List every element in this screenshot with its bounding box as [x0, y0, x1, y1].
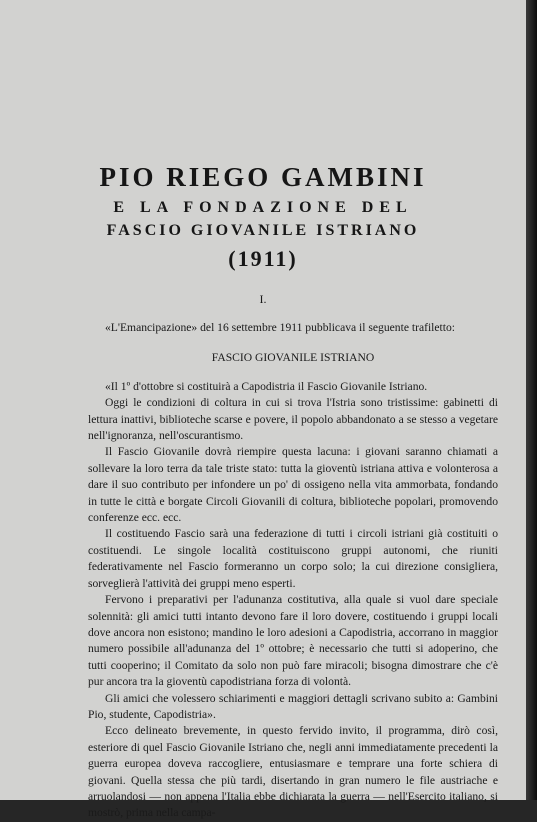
- title-line-1: PIO RIEGO GAMBINI: [99, 162, 427, 192]
- body-text: [88, 320, 498, 822]
- paragraph: Il Fascio Giovanile dovrà riempire questa lacuna: i giovani saranno chiamati a sollevare la loro terra da tale triste stato: tutta la gioventù istriana attiva e volonterosa a dare il suo contributo per infondere un po' di ossigeno nella vita ammorbata, fondando in tutte le città e borgate Circoli Giovanili di coltura, biblioteche popolari, promovendo conferenze ecc. ecc.: [88, 445, 498, 525]
- title-line-3: FASCIO GIOVANILE ISTRIANO: [106, 222, 420, 239]
- title-line-2: E LA FONDAZIONE DEL: [113, 199, 413, 216]
- paragraph: Ecco delineato brevemente, in questo fervido invito, il programma, dirò così, esteriore di quel Fascio Giovanile Istriano che, negli anni immediatamente precedenti la guerra europea doveva raccogliere, entusiasmare e temprare una forte schiera di giovani. Quella stessa che più tardi, disertando in gran numero le file austriache e arruolandosi — non appena l'Italia ebbe dichiarata la guerra — nell'Esercito italiano, si mostrò, prima nella campa-: [88, 724, 498, 820]
- paragraph: «L'Emancipazione» del 16 settembre 1911 pubblicava il seguente trafiletto:: [105, 321, 455, 334]
- paragraph: «Il 1º d'ottobre si costituirà a Capodistria il Fascio Giovanile Istriano.: [105, 379, 428, 393]
- paragraph: Oggi le condizioni di coltura in cui si trova l'Istria sono tristissime: gabinetti di lettura inattivi, biblioteche scarse e povere, il popolo abbandonato a se stesso a vegetare nell'ignoranza, nell'oscurantismo.: [88, 396, 498, 443]
- paragraph: Il costituendo Fascio sarà una federazione di tutti i circoli istriani già costituiti o costituendi. Le singole località costituiscono gruppi autonomi, che riuniti federativamente nel Fascio formeranno un corpo solo; la cui direzione consigliera, sorveglierà l'attività dei gruppi meno esperti.: [88, 527, 498, 590]
- page-shadow-edge: [526, 0, 537, 800]
- section-number: I.: [259, 292, 267, 306]
- paragraph: Gli amici che volessero schiarimenti e maggiori dettagli scrivano subito a: Gambini Pio, studente, Capodistria».: [88, 691, 498, 721]
- title-year: (1911): [228, 246, 298, 271]
- article-heading: FASCIO GIOVANILE ISTRIANO: [211, 351, 375, 365]
- paragraph: Fervono i preparativi per l'adunanza costitutiva, alla quale si vuol dare speciale solennità: gli amici tutti intanto devono fare il loro dovere, costituendo i gruppi locali dove ancora non esistono; mandino le loro adesioni a Capodistria, accorrano in maggior numero possibile all'adunanza del 1º ottobre; è necessario che tutti si adoperino, che tutti cooperino; il Comitato da solo non può fare miracoli; bisogna dimostrare che c'è pur ancora tra la gioventù capodistriana forza di volontà.: [88, 593, 498, 689]
